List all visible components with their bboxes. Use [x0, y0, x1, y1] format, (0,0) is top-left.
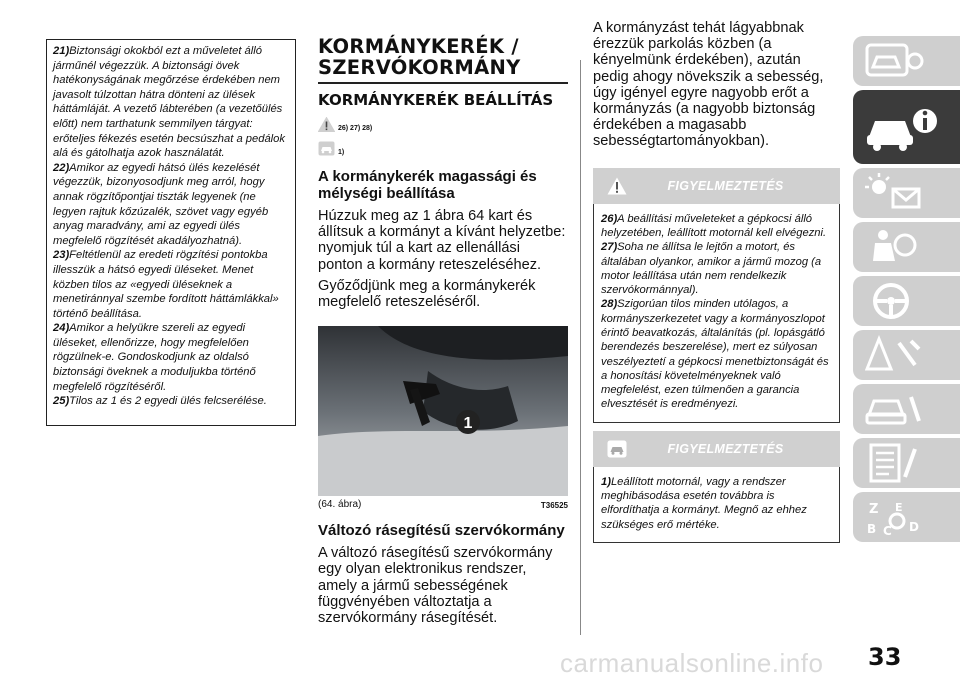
- index-icon: [865, 497, 925, 537]
- watermark: carmanualsonline.info: [560, 648, 824, 678]
- warning-item-1: 1)Leállított motornál, vagy a rendszer meghibásodása esetén továbbra is elfordíthatja a kormányt. Megnő az ehhez szükséges erő mértéke.: [601, 475, 807, 531]
- power-steering-paragraph: A változó rásegítésű szervókormány egy olyan elektronikus rendszer, amely a jármű sebességének függvényében változtatja a szervókormány rásegítését.: [318, 545, 553, 627]
- seat-note-24: 24)Amikor a helyükre szereli az egyedi üléseket, ellenőrizze, hogy megfelelően rögzülnek-e. Gondoskodjunk az oldalsó biztonsági öveknek a moduljukba történő megfelelő rögzítéséről.: [53, 322, 256, 393]
- warning-box-1-body: [593, 204, 840, 423]
- tab-warning-lights[interactable]: [853, 168, 960, 218]
- warning-ref-number: 1): [338, 149, 345, 156]
- steering-intro-paragraph: A kormányzást tehát lágyabbnak érezzük parkolás közben (a kényelmünk érdekében), azután pedig ahogy növekszik a sebesség, úgy igényel egyre nagyobb erőt a kormányzás (a nagyobb biztonság érdekében a magasabb sebességtartományokban).: [593, 20, 824, 150]
- section-subtitle: KORMÁNYKERÉK BEÁLLÍTÁS: [318, 90, 554, 109]
- warning-box-2-body: [593, 467, 840, 543]
- title-rule: [318, 82, 568, 84]
- warning-item-27: 27)Soha ne állítsa le lejtőn a motort, és általában olyankor, amikor a jármű mozog (a motor leállítása után nem rendelkezik szervókormánnyal).: [601, 241, 822, 297]
- warning-box-1: [593, 168, 840, 423]
- warning-lights-icon: [865, 173, 925, 213]
- figure-caption: (64. ábra): [318, 499, 362, 511]
- svg-text:B: B: [867, 522, 877, 536]
- car-info-icon: [865, 103, 940, 151]
- warning-box-2-title: FIGYELMEZTETÉS: [667, 441, 784, 456]
- svg-text:Z: Z: [869, 502, 879, 517]
- figure-code: T36525: [540, 501, 568, 511]
- column-divider: [580, 60, 581, 635]
- warning-reference-2: [318, 138, 568, 156]
- figure-callout-label: 1: [463, 415, 473, 433]
- svg-text:E: E: [895, 501, 903, 514]
- car-dashboard-icon: [865, 41, 925, 81]
- right-column: [593, 20, 840, 543]
- tab-dashboard[interactable]: [853, 36, 960, 86]
- figure-caption-row: [318, 499, 568, 510]
- warning-item-26: 26)A beállítási műveleteket a gépkocsi álló helyzetében, leállított motornál kell elvégezni.: [601, 212, 827, 239]
- adjust-heading: A kormánykerék magassági és mélységi beállítása: [318, 168, 537, 202]
- warning-triangle-icon: [318, 117, 335, 132]
- airbag-icon: [865, 227, 925, 267]
- warning-box-1-header: [593, 168, 840, 204]
- tab-service[interactable]: [853, 384, 960, 434]
- section-title: KORMÁNYKERÉK / SZERVÓKORMÁNY: [318, 35, 521, 79]
- adjust-paragraph-1: Húzzuk meg az 1 ábra 64 kart és állítsuk a kormányt a kívánt helyzetbe: nyomjuk túl a kart az ellenállási ponton a kormány reteszeléséhez.: [318, 208, 566, 273]
- tab-safety[interactable]: [853, 222, 960, 272]
- car-hand-icon: [318, 141, 335, 156]
- warning-box-2: [593, 431, 840, 543]
- svg-text:D: D: [909, 520, 919, 534]
- steering-lever-illustration: [318, 326, 568, 496]
- seat-note-22: 22)Amikor az egyedi hátsó ülés kezelését végezzük, bizonyosodjunk meg arról, hogy annak rögzítőpontjai tiszták legyenek (ne legyen rajtuk kőzúzalék, szövet vagy egyéb anyag maradvány, ami az egyedi ülés megfelelő rögzítését akadályozhatná).: [53, 161, 269, 247]
- tab-technical-data[interactable]: [853, 438, 960, 488]
- power-steering-heading: Változó rásegítésű szervókormány: [318, 522, 565, 540]
- warning-reference-1: [318, 114, 568, 132]
- warning-box-1-title: FIGYELMEZTETÉS: [667, 178, 784, 193]
- car-service-icon: [865, 389, 925, 429]
- seat-notes-box: [46, 39, 296, 426]
- tab-emergency[interactable]: [853, 330, 960, 380]
- tab-car-info[interactable]: [853, 90, 960, 164]
- tab-driving[interactable]: [853, 276, 960, 326]
- steering-column-photo: [318, 326, 568, 496]
- warning-box-2-header: [593, 431, 840, 467]
- warning-triangle-icon: [607, 177, 627, 195]
- maintenance-list-icon: [865, 443, 925, 483]
- svg-text:C: C: [883, 524, 892, 537]
- car-hand-icon: [607, 440, 627, 458]
- adjust-paragraph-2: Győződjünk meg a kormánykerék megfelelő reteszeléséről.: [318, 277, 536, 311]
- warning-item-28: 28)Szigorúan tilos minden utólagos, a kormányszerkezetet vagy a kormányoszlopot érintő beavatkozás, általánítás (pl. lopásgátló berendezés beszerelése), mert ez súlyosan veszélyeztetí a gépkocsi menetbiztonságát és a honosítási követelményeknek való megfelelést, ezen túlmenően a garancia elvesztését is eredményezi.: [601, 298, 829, 411]
- seat-note-25: 25)Tilos az 1 és 2 egyedi ülés felcserélése.: [53, 395, 267, 408]
- breakdown-icon: [865, 335, 925, 375]
- seat-note-23: 23)Feltétlenül az eredeti rögzítési pontokba illesszük a hátsó egyedi üléseket. Menet közben tilos az «egyedi üléseknek a menetiránnyal szembe fordított háttámlákkal» történő beállítása.: [53, 249, 279, 320]
- seat-note-21: 21)Biztonsági okokból ezt a műveletet álló járműnél végezzük. A biztonsági övek hatékonyságának megőrzése érdekében nem javasolt túlzottan hátra dönteni az ülések háttámláját. A vezető lábterében (a vezetőülés előtt) nem tarthatunk semmilyen tárgyat: erőteljes fékezés esetén becsúszhat a pedálok alá és gátolhatja azok használatát.: [53, 45, 285, 160]
- warning-ref-numbers: 26) 27) 28): [338, 125, 373, 132]
- steering-wheel-icon: [865, 281, 925, 321]
- steering-section: [318, 36, 568, 631]
- tab-index[interactable]: [853, 492, 960, 542]
- page-number: 33: [868, 643, 902, 671]
- chapter-tabs: [853, 36, 960, 546]
